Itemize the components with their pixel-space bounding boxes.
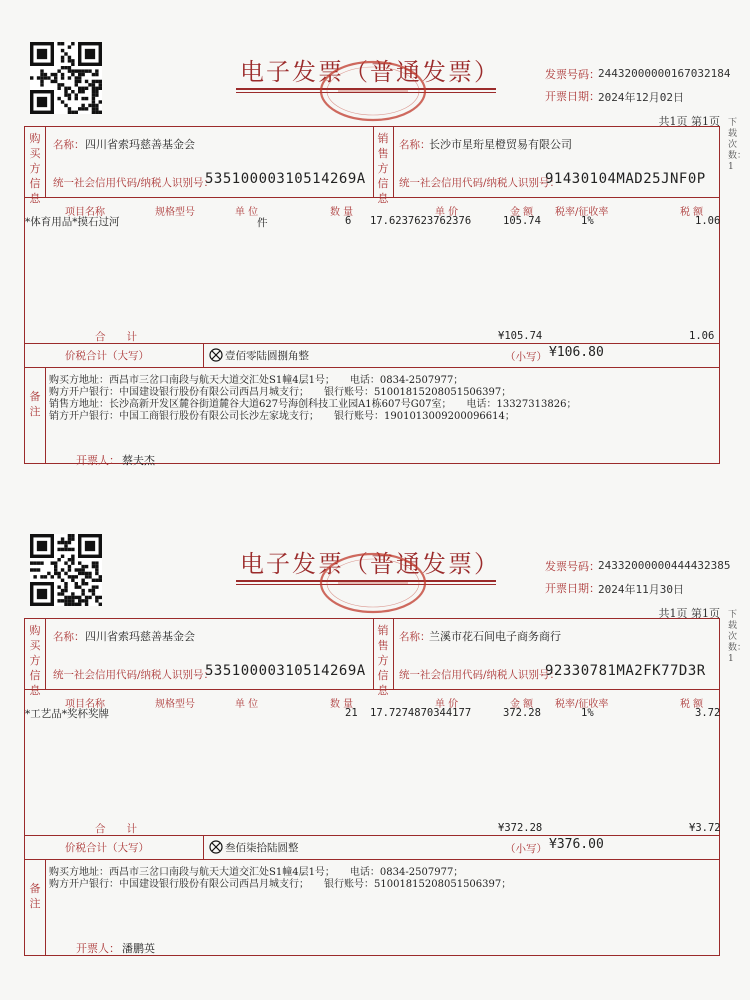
item-tax: 1.06: [695, 215, 721, 227]
total-small: ¥376.00: [549, 837, 604, 852]
seller-name-label: 名称：: [399, 631, 431, 643]
download-count: 下载次数：1: [728, 118, 747, 172]
seller-name-label: 名称：: [399, 139, 431, 151]
header-tax: 税 额: [680, 207, 704, 218]
remark-line: 购买方地址：西昌市三岔口南段与航天大道交汇处S1幢4层1号； 电话：0834-2507977；: [49, 375, 464, 386]
subtotal-label: 合 计: [95, 331, 137, 343]
seller-taxid-label: 统一社会信用代码/纳税人识别号：: [399, 177, 561, 189]
total-small-label: （小写）: [505, 843, 547, 855]
divider: [203, 835, 204, 859]
invoice-1: [0, 0, 750, 480]
divider: [373, 127, 374, 197]
header-spec: 规格型号: [155, 699, 195, 710]
header-rate: 税率/征收率: [555, 699, 609, 710]
item-amount: 105.74: [503, 215, 541, 227]
header-amount: 金 额: [510, 207, 534, 218]
page-info: 共1页 第1页: [658, 115, 720, 128]
issuer-name: 潘鹏英: [122, 942, 155, 955]
seller-taxid: 91430104MAD25JNF0P: [545, 171, 706, 187]
remark-line: 购方开户银行：中国建设银行股份有限公司西昌月城支行； 银行账号：51001815208051506397；: [49, 879, 512, 890]
issue-date: 2024年11月30日: [598, 583, 684, 596]
issuer-label: 开票人：: [76, 942, 120, 955]
remarks-side-label: 备注: [29, 390, 41, 418]
buyer-side-label: 购买方信息: [29, 132, 41, 205]
invoice-no: 24432000000167032184: [598, 67, 731, 80]
invoice-title: 电子发票（普通发票）: [240, 58, 500, 86]
seller-taxid: 92330781MA2FK77D3R: [545, 663, 706, 679]
total-words: 壹佰零陆圆捌角整: [225, 350, 309, 362]
qr-code: [30, 534, 102, 606]
subtotal-amount: ¥372.28: [498, 822, 543, 834]
divider: [45, 619, 46, 689]
divider: [25, 367, 719, 368]
header-rate: 税率/征收率: [555, 207, 609, 218]
issuer-label: 开票人：: [76, 454, 120, 467]
buyer-taxid: 53510000310514269A: [205, 171, 366, 187]
divider: [45, 127, 46, 197]
divider: [25, 859, 719, 860]
buyer-name-label: 名称：: [53, 139, 85, 151]
header-qty: 数 量: [330, 207, 354, 218]
total-words: 叁佰柒拾陆圆整: [225, 842, 299, 854]
remark-line: 销方开户银行：中国工商银行股份有限公司长沙左家垅支行； 银行账号：1901013009200096614；: [49, 411, 515, 422]
header-qty: 数 量: [330, 699, 354, 710]
date-label: 开票日期：: [545, 582, 600, 595]
issue-date: 2024年12月02日: [598, 91, 684, 104]
item-rate: 1%: [581, 215, 594, 227]
seller-taxid-label: 统一社会信用代码/纳税人识别号：: [399, 669, 561, 681]
header-unit: 单 位: [235, 207, 259, 218]
download-count: 下载次数：1: [728, 610, 747, 664]
header-item: 项目名称: [65, 699, 105, 710]
total-label: 价税合计（大写）: [65, 842, 149, 854]
invoice-2: [0, 492, 750, 972]
seller-name: 兰溪市花石间电子商务商行: [429, 630, 561, 643]
buyer-name: 四川省索玛慈善基金会: [85, 630, 195, 643]
buyer-taxid: 53510000310514269A: [205, 663, 366, 679]
tax-bureau-seal: [318, 60, 428, 122]
header-price: 单 价: [435, 699, 459, 710]
issuer-name: 蔡夫杰: [122, 454, 155, 467]
cross-circle-icon: [209, 839, 223, 853]
divider: [25, 689, 719, 690]
buyer-name-label: 名称：: [53, 631, 85, 643]
page-info: 共1页 第1页: [658, 607, 720, 620]
divider: [393, 127, 394, 197]
item-amount: 372.28: [503, 707, 541, 719]
invoice-table: [24, 618, 720, 956]
invoice-no-label: 发票号码：: [545, 560, 600, 573]
total-label: 价税合计（大写）: [65, 350, 149, 362]
remark-line: 购买方地址：西昌市三岔口南段与航天大道交汇处S1幢4层1号； 电话：0834-2507977；: [49, 867, 464, 878]
seller-side-label: 销售方信息: [377, 132, 389, 205]
item-name: *体育用品*摸石过河: [25, 216, 120, 228]
item-price: 17.6237623762376: [370, 215, 472, 227]
divider: [203, 343, 204, 367]
subtotal-amount: ¥105.74: [498, 330, 543, 342]
header-price: 单 价: [435, 207, 459, 218]
qr-code: [30, 42, 102, 114]
subtotal-tax: 1.06: [689, 330, 715, 342]
item-qty: 21: [345, 707, 358, 719]
invoice-table: [24, 126, 720, 464]
date-label: 开票日期：: [545, 90, 600, 103]
remarks-side-label: 备注: [29, 882, 41, 910]
divider: [25, 835, 719, 836]
total-small-label: （小写）: [505, 351, 547, 363]
subtotal-label: 合 计: [95, 823, 137, 835]
divider: [45, 367, 46, 463]
remark-line: 购方开户银行：中国建设银行股份有限公司西昌月城支行； 银行账号：51001815208051506397；: [49, 387, 512, 398]
invoice-no-label: 发票号码：: [545, 68, 600, 81]
header-item: 项目名称: [65, 207, 105, 218]
item-rate: 1%: [581, 707, 594, 719]
buyer-taxid-label: 统一社会信用代码/纳税人识别号：: [53, 669, 215, 681]
total-small: ¥106.80: [549, 345, 604, 360]
buyer-taxid-label: 统一社会信用代码/纳税人识别号：: [53, 177, 215, 189]
tax-bureau-seal: [318, 552, 428, 614]
divider: [25, 197, 719, 198]
invoice-no: 24332000000444432385: [598, 559, 731, 572]
item-name: *工艺品*奖杯奖牌: [25, 708, 109, 720]
item-price: 17.7274870344177: [370, 707, 472, 719]
header-tax: 税 额: [680, 699, 704, 710]
divider: [393, 619, 394, 689]
buyer-side-label: 购买方信息: [29, 624, 41, 697]
seller-side-label: 销售方信息: [377, 624, 389, 697]
divider: [25, 343, 719, 344]
header-unit: 单 位: [235, 699, 259, 710]
divider: [373, 619, 374, 689]
item-qty: 6: [345, 215, 352, 227]
buyer-name: 四川省索玛慈善基金会: [85, 138, 195, 151]
invoice-title: 电子发票（普通发票）: [240, 550, 500, 578]
item-tax: 3.72: [695, 707, 721, 719]
header-spec: 规格型号: [155, 207, 195, 218]
item-unit: 件: [257, 217, 268, 229]
remark-line: 销售方地址：长沙高新开发区麓谷街道麓谷大道627号海创科技工业园A1栋607号G07室； 电话：13327313826；: [49, 399, 577, 410]
header-amount: 金 额: [510, 699, 534, 710]
seller-name: 长沙市星珩星橙贸易有限公司: [429, 138, 572, 151]
divider: [45, 859, 46, 955]
cross-circle-icon: [209, 347, 223, 361]
subtotal-tax: ¥3.72: [689, 822, 721, 834]
